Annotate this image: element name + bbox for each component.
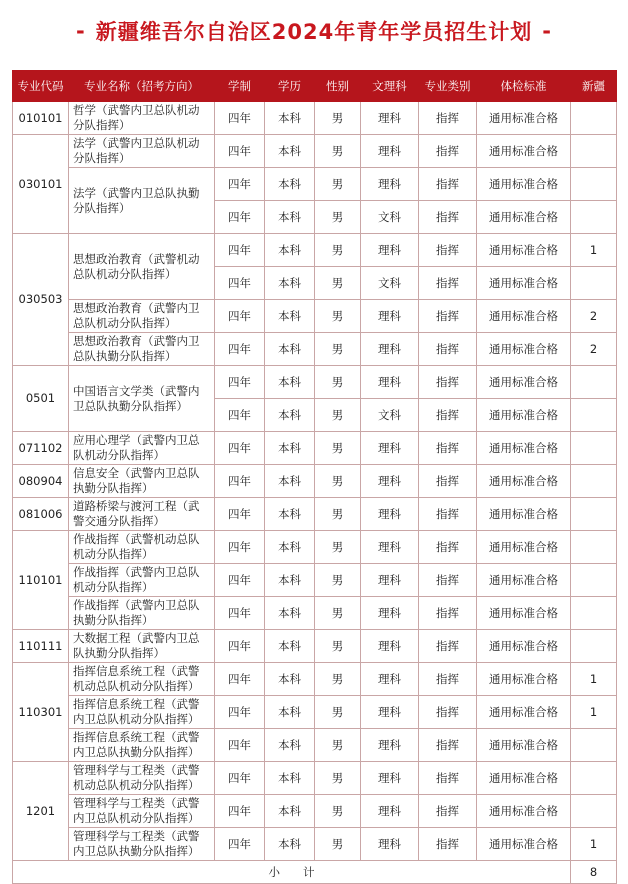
- medical-standard: 通用标准合格: [477, 399, 571, 432]
- gender: 男: [315, 597, 361, 630]
- xinjiang-quota: [571, 465, 617, 498]
- major-name: 作战指挥（武警机动总队机动分队指挥）: [69, 531, 215, 564]
- gender: 男: [315, 630, 361, 663]
- degree: 本科: [265, 201, 315, 234]
- track: 理科: [361, 135, 419, 168]
- medical-standard: 通用标准合格: [477, 597, 571, 630]
- degree: 本科: [265, 696, 315, 729]
- duration: 四年: [215, 663, 265, 696]
- category: 指挥: [419, 102, 477, 135]
- medical-standard: 通用标准合格: [477, 696, 571, 729]
- header-medical: 体检标准: [477, 71, 571, 102]
- gender: 男: [315, 828, 361, 861]
- medical-standard: 通用标准合格: [477, 663, 571, 696]
- xinjiang-quota: [571, 630, 617, 663]
- table-row: [13, 234, 617, 267]
- major-name: 法学（武警内卫总队执勤分队指挥）: [69, 168, 215, 234]
- degree: 本科: [265, 663, 315, 696]
- major-code: 071102: [13, 432, 69, 465]
- gender: 男: [315, 729, 361, 762]
- gender: 男: [315, 399, 361, 432]
- major-name: 思想政治教育（武警机动总队机动分队指挥）: [69, 234, 215, 300]
- table-row: [13, 795, 617, 828]
- category: 指挥: [419, 333, 477, 366]
- gender: 男: [315, 663, 361, 696]
- title-left-dash: -: [76, 19, 86, 43]
- category: 指挥: [419, 267, 477, 300]
- degree: 本科: [265, 795, 315, 828]
- category: 指挥: [419, 729, 477, 762]
- duration: 四年: [215, 267, 265, 300]
- duration: 四年: [215, 432, 265, 465]
- degree: 本科: [265, 366, 315, 399]
- duration: 四年: [215, 795, 265, 828]
- gender: 男: [315, 366, 361, 399]
- xinjiang-quota: [571, 366, 617, 399]
- duration: 四年: [215, 531, 265, 564]
- table-row: [13, 102, 617, 135]
- table-row: [13, 465, 617, 498]
- xinjiang-quota: [571, 531, 617, 564]
- subtotal-row: [13, 861, 617, 884]
- gender: 男: [315, 564, 361, 597]
- degree: 本科: [265, 729, 315, 762]
- xinjiang-quota: [571, 168, 617, 201]
- table-row: [13, 729, 617, 762]
- category: 指挥: [419, 201, 477, 234]
- medical-standard: 通用标准合格: [477, 201, 571, 234]
- medical-standard: 通用标准合格: [477, 102, 571, 135]
- gender: 男: [315, 432, 361, 465]
- track: 理科: [361, 630, 419, 663]
- table-row: [13, 300, 617, 333]
- xinjiang-quota: [571, 729, 617, 762]
- major-name: 道路桥梁与渡河工程（武警交通分队指挥）: [69, 498, 215, 531]
- major-name: 作战指挥（武警内卫总队执勤分队指挥）: [69, 597, 215, 630]
- xinjiang-quota: [571, 564, 617, 597]
- xinjiang-quota: [571, 795, 617, 828]
- medical-standard: 通用标准合格: [477, 498, 571, 531]
- table-row: [13, 432, 617, 465]
- track: 理科: [361, 795, 419, 828]
- major-name: 作战指挥（武警内卫总队机动分队指挥）: [69, 564, 215, 597]
- track: 文科: [361, 399, 419, 432]
- duration: 四年: [215, 465, 265, 498]
- medical-standard: 通用标准合格: [477, 762, 571, 795]
- header-gender: 性别: [315, 71, 361, 102]
- degree: 本科: [265, 399, 315, 432]
- medical-standard: 通用标准合格: [477, 267, 571, 300]
- major-name: 管理科学与工程类（武警机动总队机动分队指挥）: [69, 762, 215, 795]
- medical-standard: 通用标准合格: [477, 531, 571, 564]
- track: 理科: [361, 465, 419, 498]
- track: 理科: [361, 828, 419, 861]
- duration: 四年: [215, 729, 265, 762]
- medical-standard: 通用标准合格: [477, 168, 571, 201]
- track: 理科: [361, 300, 419, 333]
- header-name: 专业名称（招考方向）: [69, 71, 215, 102]
- duration: 四年: [215, 597, 265, 630]
- title-right-dash: -: [542, 19, 552, 43]
- degree: 本科: [265, 531, 315, 564]
- major-name: 指挥信息系统工程（武警内卫总队机动分队指挥）: [69, 696, 215, 729]
- major-name: 思想政治教育（武警内卫总队机动分队指挥）: [69, 300, 215, 333]
- major-code: 0501: [13, 366, 69, 432]
- major-code: 110111: [13, 630, 69, 663]
- duration: 四年: [215, 630, 265, 663]
- track: 理科: [361, 102, 419, 135]
- table-row: [13, 333, 617, 366]
- xinjiang-quota: 1: [571, 828, 617, 861]
- category: 指挥: [419, 630, 477, 663]
- duration: 四年: [215, 762, 265, 795]
- category: 指挥: [419, 762, 477, 795]
- xinjiang-quota: 1: [571, 663, 617, 696]
- major-name: 应用心理学（武警内卫总队机动分队指挥）: [69, 432, 215, 465]
- major-name: 思想政治教育（武警内卫总队执勤分队指挥）: [69, 333, 215, 366]
- gender: 男: [315, 696, 361, 729]
- category: 指挥: [419, 663, 477, 696]
- gender: 男: [315, 333, 361, 366]
- header-category: 专业类别: [419, 71, 477, 102]
- table-row: [13, 597, 617, 630]
- category: 指挥: [419, 234, 477, 267]
- category: 指挥: [419, 432, 477, 465]
- duration: 四年: [215, 135, 265, 168]
- track: 理科: [361, 333, 419, 366]
- degree: 本科: [265, 168, 315, 201]
- gender: 男: [315, 267, 361, 300]
- table-row: [13, 498, 617, 531]
- xinjiang-quota: 2: [571, 333, 617, 366]
- track: 理科: [361, 432, 419, 465]
- track: 理科: [361, 531, 419, 564]
- major-code: 080904: [13, 465, 69, 498]
- subtotal-label: 小 计: [13, 861, 571, 884]
- medical-standard: 通用标准合格: [477, 630, 571, 663]
- table-row: [13, 531, 617, 564]
- track: 理科: [361, 498, 419, 531]
- gender: 男: [315, 102, 361, 135]
- track: 理科: [361, 762, 419, 795]
- medical-standard: 通用标准合格: [477, 333, 571, 366]
- track: 理科: [361, 597, 419, 630]
- gender: 男: [315, 795, 361, 828]
- medical-standard: 通用标准合格: [477, 300, 571, 333]
- medical-standard: 通用标准合格: [477, 432, 571, 465]
- header-degree: 学历: [265, 71, 315, 102]
- category: 指挥: [419, 366, 477, 399]
- major-name: 指挥信息系统工程（武警机动总队机动分队指挥）: [69, 663, 215, 696]
- duration: 四年: [215, 201, 265, 234]
- xinjiang-quota: 1: [571, 696, 617, 729]
- degree: 本科: [265, 300, 315, 333]
- category: 指挥: [419, 564, 477, 597]
- gender: 男: [315, 234, 361, 267]
- category: 指挥: [419, 168, 477, 201]
- xinjiang-quota: [571, 597, 617, 630]
- gender: 男: [315, 465, 361, 498]
- table-row: [13, 564, 617, 597]
- degree: 本科: [265, 465, 315, 498]
- table-row: [13, 762, 617, 795]
- track: 理科: [361, 168, 419, 201]
- duration: 四年: [215, 366, 265, 399]
- duration: 四年: [215, 102, 265, 135]
- major-code: 1201: [13, 762, 69, 861]
- track: 理科: [361, 696, 419, 729]
- category: 指挥: [419, 696, 477, 729]
- category: 指挥: [419, 828, 477, 861]
- gender: 男: [315, 135, 361, 168]
- duration: 四年: [215, 498, 265, 531]
- duration: 四年: [215, 564, 265, 597]
- duration: 四年: [215, 399, 265, 432]
- table-row: [13, 135, 617, 168]
- gender: 男: [315, 168, 361, 201]
- major-code: 030101: [13, 135, 69, 234]
- major-name: 中国语言文学类（武警内卫总队执勤分队指挥）: [69, 366, 215, 432]
- xinjiang-quota: [571, 762, 617, 795]
- degree: 本科: [265, 135, 315, 168]
- degree: 本科: [265, 498, 315, 531]
- track: 理科: [361, 663, 419, 696]
- category: 指挥: [419, 795, 477, 828]
- table-header-row: [13, 71, 617, 102]
- table-row: [13, 828, 617, 861]
- track: 理科: [361, 564, 419, 597]
- category: 指挥: [419, 531, 477, 564]
- category: 指挥: [419, 597, 477, 630]
- major-code: 110301: [13, 663, 69, 762]
- category: 指挥: [419, 135, 477, 168]
- header-code: 专业代码: [13, 71, 69, 102]
- table-row: [13, 696, 617, 729]
- medical-standard: 通用标准合格: [477, 828, 571, 861]
- xinjiang-quota: [571, 201, 617, 234]
- track: 文科: [361, 267, 419, 300]
- xinjiang-quota: [571, 498, 617, 531]
- table-row: [13, 168, 617, 201]
- major-code: 030503: [13, 234, 69, 366]
- duration: 四年: [215, 828, 265, 861]
- track: 理科: [361, 234, 419, 267]
- category: 指挥: [419, 498, 477, 531]
- degree: 本科: [265, 828, 315, 861]
- duration: 四年: [215, 168, 265, 201]
- enrollment-plan-table: [12, 70, 617, 884]
- major-name: 管理科学与工程类（武警内卫总队机动分队指挥）: [69, 795, 215, 828]
- gender: 男: [315, 762, 361, 795]
- category: 指挥: [419, 300, 477, 333]
- major-code: 081006: [13, 498, 69, 531]
- xinjiang-quota: [571, 102, 617, 135]
- gender: 男: [315, 300, 361, 333]
- table-row: [13, 630, 617, 663]
- gender: 男: [315, 201, 361, 234]
- duration: 四年: [215, 333, 265, 366]
- major-name: 哲学（武警内卫总队机动分队指挥）: [69, 102, 215, 135]
- category: 指挥: [419, 399, 477, 432]
- gender: 男: [315, 531, 361, 564]
- subtotal-value: 8: [571, 861, 617, 884]
- header-duration: 学制: [215, 71, 265, 102]
- table-row: [13, 663, 617, 696]
- degree: 本科: [265, 333, 315, 366]
- degree: 本科: [265, 102, 315, 135]
- medical-standard: 通用标准合格: [477, 465, 571, 498]
- xinjiang-quota: [571, 135, 617, 168]
- header-track: 文理科: [361, 71, 419, 102]
- major-name: 法学（武警内卫总队机动分队指挥）: [69, 135, 215, 168]
- gender: 男: [315, 498, 361, 531]
- track: 理科: [361, 366, 419, 399]
- page-title: [0, 0, 628, 62]
- major-name: 指挥信息系统工程（武警内卫总队执勤分队指挥）: [69, 729, 215, 762]
- medical-standard: 通用标准合格: [477, 729, 571, 762]
- xinjiang-quota: [571, 267, 617, 300]
- category: 指挥: [419, 465, 477, 498]
- degree: 本科: [265, 267, 315, 300]
- major-name: 大数据工程（武警内卫总队执勤分队指挥）: [69, 630, 215, 663]
- degree: 本科: [265, 597, 315, 630]
- title-text: 新疆维吾尔自治区2024年青年学员招生计划: [95, 20, 533, 44]
- xinjiang-quota: 1: [571, 234, 617, 267]
- degree: 本科: [265, 630, 315, 663]
- major-name: 管理科学与工程类（武警内卫总队执勤分队指挥）: [69, 828, 215, 861]
- header-xinjiang: 新疆: [571, 71, 617, 102]
- duration: 四年: [215, 234, 265, 267]
- xinjiang-quota: [571, 399, 617, 432]
- major-name: 信息安全（武警内卫总队执勤分队指挥）: [69, 465, 215, 498]
- degree: 本科: [265, 432, 315, 465]
- degree: 本科: [265, 564, 315, 597]
- xinjiang-quota: [571, 432, 617, 465]
- track: 理科: [361, 729, 419, 762]
- degree: 本科: [265, 762, 315, 795]
- xinjiang-quota: 2: [571, 300, 617, 333]
- major-code: 010101: [13, 102, 69, 135]
- medical-standard: 通用标准合格: [477, 564, 571, 597]
- medical-standard: 通用标准合格: [477, 366, 571, 399]
- duration: 四年: [215, 300, 265, 333]
- table-row: [13, 366, 617, 399]
- medical-standard: 通用标准合格: [477, 135, 571, 168]
- major-code: 110101: [13, 531, 69, 630]
- track: 文科: [361, 201, 419, 234]
- degree: 本科: [265, 234, 315, 267]
- medical-standard: 通用标准合格: [477, 234, 571, 267]
- duration: 四年: [215, 696, 265, 729]
- medical-standard: 通用标准合格: [477, 795, 571, 828]
